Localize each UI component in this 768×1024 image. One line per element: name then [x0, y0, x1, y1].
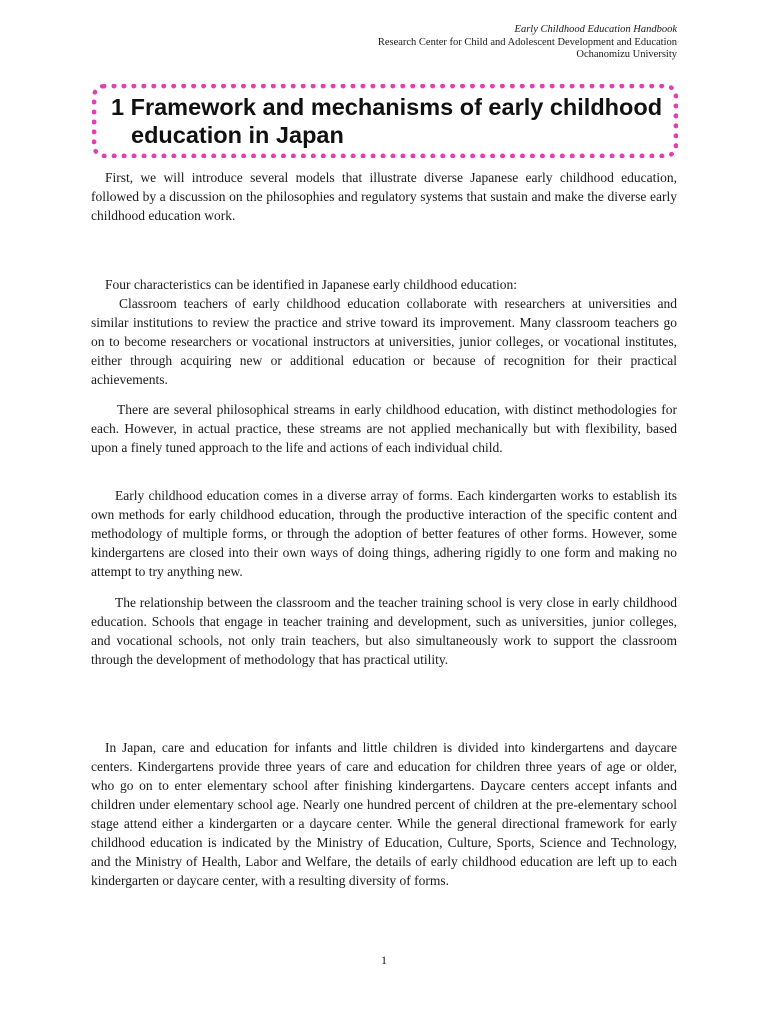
- characteristic-paragraph: The relationship between the classroom and the teacher training school is very close in early childhood education. Schools that engage in teacher training and development, such as universities, junior colleges, and vocational schools, not only train teachers, but also simultaneously work to support the classroom through the development of methodology that has practical utility.: [91, 595, 677, 667]
- intro-paragraph: First, we will introduce several models that illustrate diverse Japanese early childhood education, followed by a discussion on the philosophies and regulatory systems that sustain and make the diverse early childhood education work.: [91, 170, 677, 223]
- care-education-block: [91, 738, 677, 890]
- characteristic-paragraph: Early childhood education comes in a diverse array of forms. Each kindergarten works to establish its own methods for early childhood education, through the productive interaction of the specific content and methodology of multiple forms, or through the adoption of better features of other forms. However, some kindergartens are closed into their own ways of doing things, adhering rigidly to one form and making no attempt to try anything new.: [91, 488, 677, 579]
- section-title-box: [92, 84, 678, 158]
- intro-block: [91, 168, 677, 225]
- handbook-title: Early Childhood Education Handbook: [514, 24, 677, 35]
- page-number: 1: [381, 953, 387, 967]
- characteristic-3-block: [91, 486, 677, 581]
- characteristics-intro: Four characteristics can be identified in Japanese early childhood education:: [105, 277, 517, 292]
- characteristic-paragraph: Classroom teachers of early childhood education collaborate with researchers at universities and similar institutions to review the practice and strive toward its improvement. Many classroom teachers go on to become researchers or vocational instructors at universities, junior colleges, or vocational institutes, either through acquiring new or additional education or because of recognition for their practical achievements.: [91, 296, 677, 387]
- care-education-paragraph: In Japan, care and education for infants and little children is divided into kindergartens and daycare centers. Kindergartens provide three years of care and education for children three years of age or older, who go on to enter elementary school after finishing kindergartens. Daycare centers accept infants and children under elementary school age. Nearly one hundred percent of children at the pre-elementary school stage attend either a kindergarten or a daycare center. While the general directional framework for early childhood education is indicated by the Ministry of Education, Culture, Sports, Science and Technology, and the Ministry of Health, Labor and Welfare, the details of early childhood education are left up to each kindergarten or daycare center, with a resulting diversity of forms.: [91, 740, 677, 888]
- research-center-name: Research Center for Child and Adolescent Development and Education: [377, 36, 677, 48]
- characteristic-4-block: [91, 593, 677, 669]
- university-name: Ochanomizu University: [576, 49, 677, 60]
- characteristics-block: [91, 275, 677, 389]
- characteristic-2-block: [91, 400, 677, 457]
- running-header: [378, 24, 677, 62]
- section-title: 1 Framework and mechanisms of early childhood education in Japan: [111, 94, 663, 148]
- characteristic-paragraph: There are several philosophical streams in early childhood education, with distinct methodologies for each. However, in actual practice, these streams are not applied mechanically but with flexibility, based upon a finely tuned approach to the life and actions of each individual child.: [91, 402, 677, 455]
